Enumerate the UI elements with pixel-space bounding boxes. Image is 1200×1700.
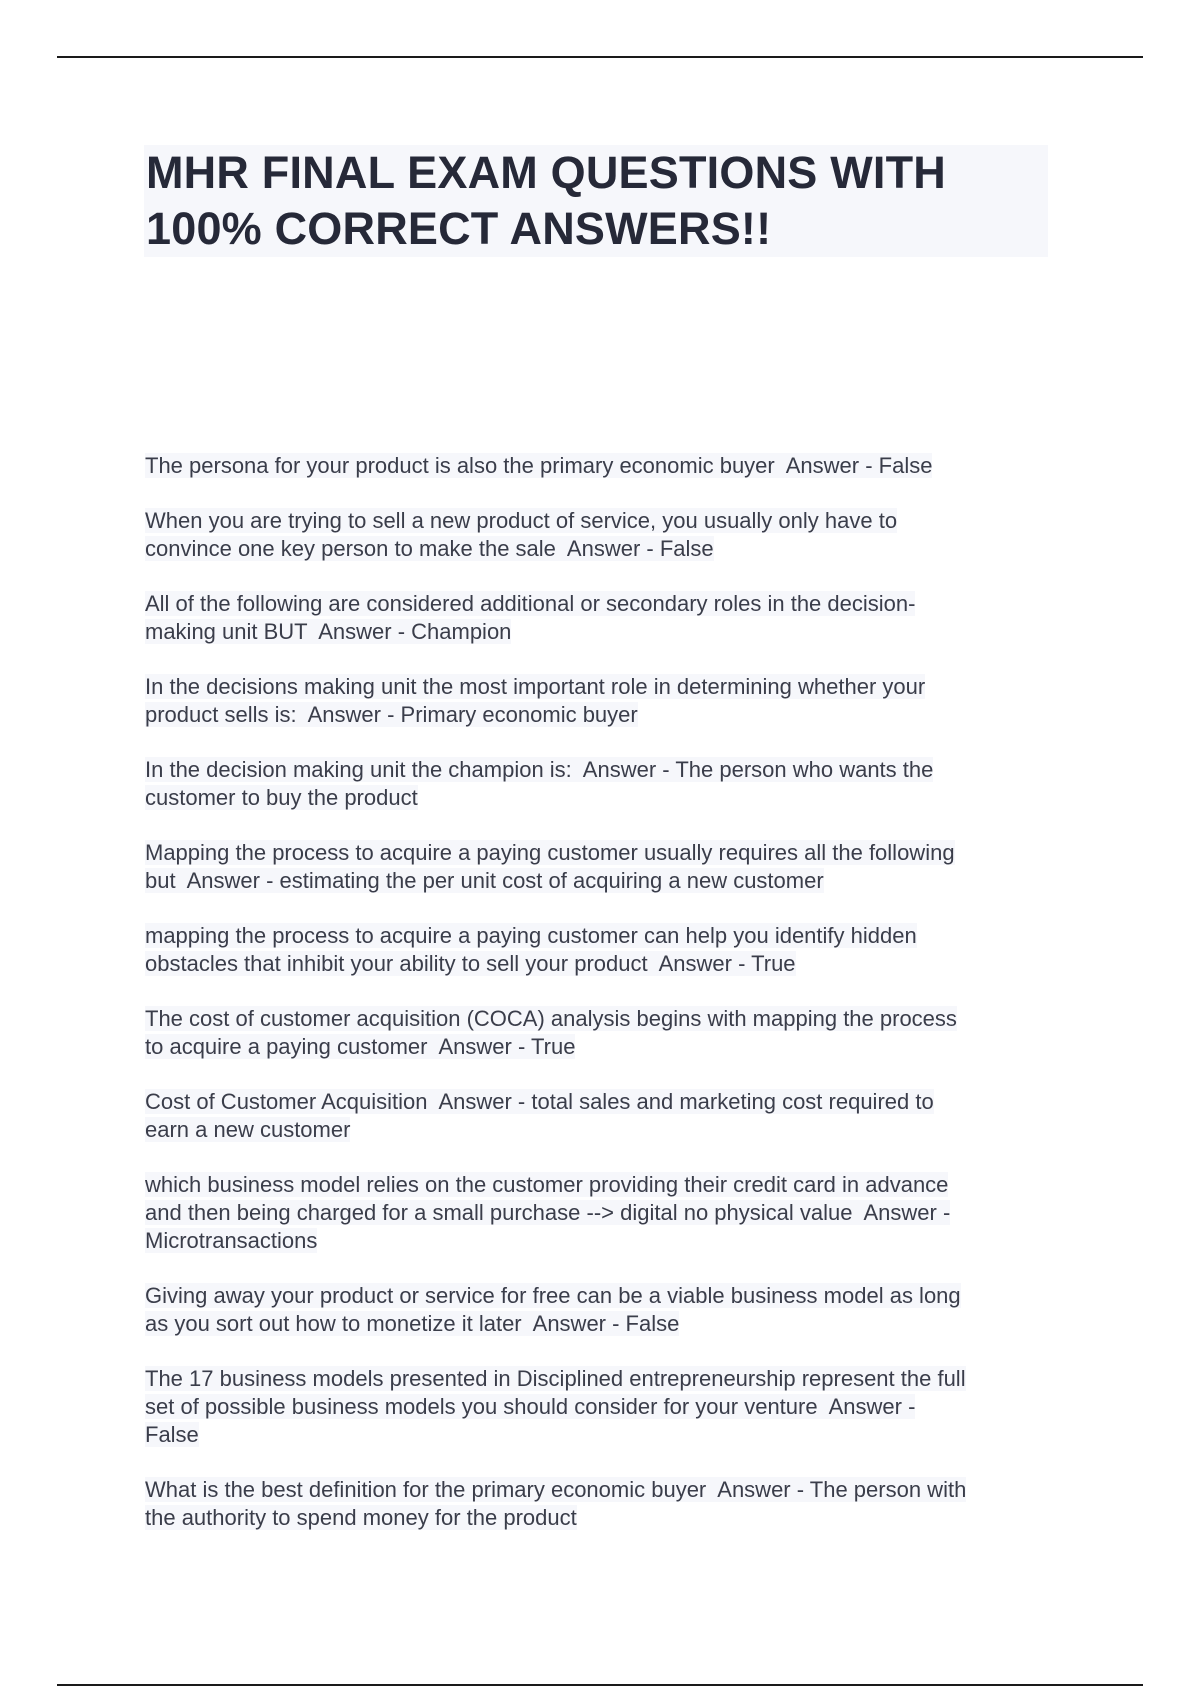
qa-line — [145, 1033, 1065, 1061]
qa-line — [145, 1421, 1065, 1449]
qa-line — [145, 1199, 1065, 1227]
qa-line — [145, 867, 1065, 895]
qa-line — [145, 950, 1065, 978]
question-answer-item — [145, 452, 1065, 480]
qa-line-text: and then being charged for a small purchase --> digital no physical value Answer - — [145, 1200, 951, 1225]
qa-line — [145, 1088, 1065, 1116]
qa-line-text: When you are trying to sell a new product of service, you usually only have to — [145, 508, 898, 533]
qa-line-text: product sells is: Answer - Primary economic buyer — [145, 702, 638, 727]
qa-line-text: making unit BUT Answer - Champion — [145, 619, 512, 644]
qa-line — [145, 1005, 1065, 1033]
qa-line-text: convince one key person to make the sale Answer - False — [145, 536, 714, 561]
qa-line — [145, 1476, 1065, 1504]
top-rule — [57, 56, 1143, 58]
question-answer-item — [145, 590, 1065, 646]
qa-line-text: The persona for your product is also the primary economic buyer Answer - False — [145, 453, 933, 478]
title-line-1: MHR FINAL EXAM QUESTIONS WITH — [146, 147, 946, 198]
question-answer-item — [145, 839, 1065, 895]
qa-line — [145, 1393, 1065, 1421]
question-answer-item — [145, 1088, 1065, 1144]
qa-line-text: All of the following are considered additional or secondary roles in the decision- — [145, 591, 916, 616]
question-answer-list — [145, 452, 1065, 1559]
qa-line — [145, 452, 1065, 480]
qa-line — [145, 507, 1065, 535]
qa-line-text: to acquire a paying customer Answer - True — [145, 1034, 576, 1059]
qa-line-text: The 17 business models presented in Disciplined entrepreneurship represent the full — [145, 1366, 966, 1391]
qa-line-text: which business model relies on the customer providing their credit card in advance — [145, 1172, 949, 1197]
title-line-2: 100% CORRECT ANSWERS!! — [146, 203, 772, 254]
qa-line-text: Mapping the process to acquire a paying customer usually requires all the following — [145, 840, 955, 865]
qa-line-text: In the decisions making unit the most important role in determining whether your — [145, 674, 926, 699]
qa-line — [145, 673, 1065, 701]
qa-line-text: set of possible business models you should consider for your venture Answer - — [145, 1394, 916, 1419]
question-answer-item — [145, 1282, 1065, 1338]
qa-line — [145, 535, 1065, 563]
question-answer-item — [145, 1005, 1065, 1061]
question-answer-item — [145, 507, 1065, 563]
qa-line — [145, 590, 1065, 618]
qa-line — [145, 1116, 1065, 1144]
qa-line — [145, 618, 1065, 646]
question-answer-item — [145, 1476, 1065, 1532]
question-answer-item — [145, 922, 1065, 978]
qa-line — [145, 839, 1065, 867]
qa-line-text: Microtransactions — [145, 1228, 318, 1253]
qa-line-text: earn a new customer — [145, 1117, 351, 1142]
question-answer-item — [145, 756, 1065, 812]
qa-line-text: customer to buy the product — [145, 785, 418, 810]
qa-line-text: but Answer - estimating the per unit cost of acquiring a new customer — [145, 868, 824, 893]
qa-line-text: as you sort out how to monetize it later Answer - False — [145, 1311, 680, 1336]
qa-line — [145, 922, 1065, 950]
document-title — [144, 145, 1048, 257]
qa-line — [145, 1310, 1065, 1338]
qa-line-text: What is the best definition for the primary economic buyer Answer - The person with — [145, 1477, 967, 1502]
qa-line — [145, 1365, 1065, 1393]
qa-line-text: False — [145, 1422, 199, 1447]
qa-line-text: In the decision making unit the champion is: Answer - The person who wants the — [145, 757, 934, 782]
qa-line-text: The cost of customer acquisition (COCA) analysis begins with mapping the process — [145, 1006, 957, 1031]
qa-line-text: the authority to spend money for the product — [145, 1505, 577, 1530]
qa-line — [145, 756, 1065, 784]
qa-line-text: Cost of Customer Acquisition Answer - total sales and marketing cost required to — [145, 1089, 934, 1114]
qa-line-text: mapping the process to acquire a paying customer can help you identify hidden — [145, 923, 917, 948]
qa-line-text: obstacles that inhibit your ability to sell your product Answer - True — [145, 951, 796, 976]
qa-line — [145, 1171, 1065, 1199]
qa-line — [145, 784, 1065, 812]
question-answer-item — [145, 673, 1065, 729]
question-answer-item — [145, 1365, 1065, 1449]
qa-line — [145, 1227, 1065, 1255]
qa-line — [145, 1282, 1065, 1310]
qa-line — [145, 701, 1065, 729]
bottom-rule — [57, 1684, 1143, 1686]
qa-line — [145, 1504, 1065, 1532]
qa-line-text: Giving away your product or service for free can be a viable business model as long — [145, 1283, 961, 1308]
question-answer-item — [145, 1171, 1065, 1255]
